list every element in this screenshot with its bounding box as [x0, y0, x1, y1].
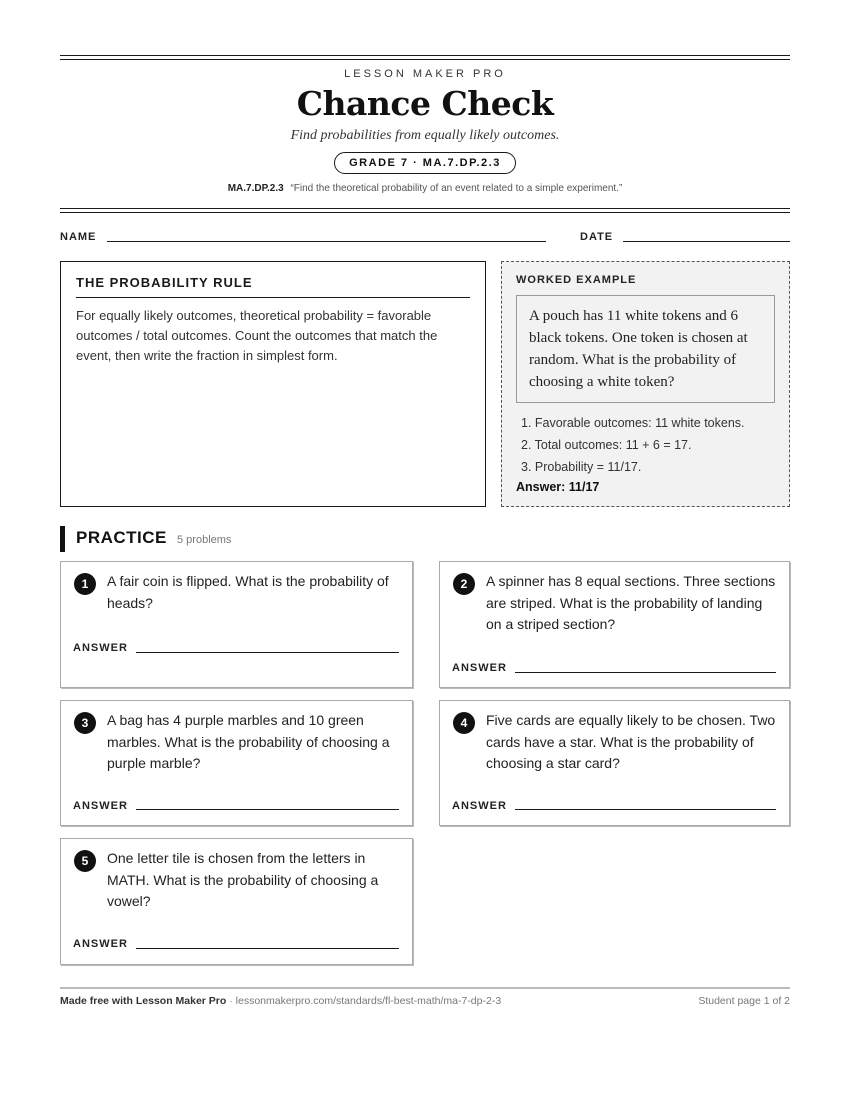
page-title: Chance Check: [296, 84, 554, 123]
answer-line[interactable]: [515, 672, 776, 673]
problem-card-4: [439, 700, 790, 826]
problem-text: A fair coin is flipped. What is the probability of heads?: [107, 573, 389, 611]
example-answer: Answer: 11/17: [516, 480, 600, 494]
name-label: NAME: [60, 231, 97, 243]
problem-text: Five cards are equally likely to be chosen. Two cards have a star. What is the probability of choosing a star card?: [486, 712, 776, 771]
grade-badge-wrap: [60, 152, 790, 174]
example-heading: WORKED EXAMPLE: [516, 274, 637, 286]
answer-line[interactable]: [136, 652, 399, 653]
date-label: DATE: [580, 231, 614, 243]
standard-line: [60, 183, 790, 194]
rule-body: For equally likely outcomes, theoretical probability = favorable outcomes / total outcomes. Count the outcomes that match the event, then write the fraction in simplest form.: [76, 308, 438, 363]
problem-number: 3: [74, 712, 96, 734]
problem-text: A bag has 4 purple marbles and 10 green marbles. What is the probability of choosing a purple marble?: [107, 712, 390, 771]
name-line[interactable]: [107, 241, 546, 242]
example-problem: A pouch has 11 white tokens and 6 black tokens. One token is chosen at random. What is the probability of choosing a white token?: [516, 295, 775, 403]
footer-url[interactable]: · lessonmakerpro.com/standards/fl-best-math/ma-7-dp-2-3: [226, 995, 502, 1007]
probability-rule-box: [60, 261, 486, 507]
answer-label: ANSWER: [452, 800, 507, 812]
answer-label: ANSWER: [73, 800, 128, 812]
rule-heading: THE PROBABILITY RULE: [76, 275, 470, 298]
problem-card-2: [439, 561, 790, 688]
top-double-rule: [60, 55, 790, 60]
example-step: 1. Favorable outcomes: 11 white tokens.: [521, 416, 745, 430]
answer-label: ANSWER: [452, 662, 507, 674]
footer-rule: [60, 987, 790, 989]
standard-text: “Find the theoretical probability of an event related to a simple experiment.”: [290, 183, 623, 194]
footer-made-with: Made free with Lesson Maker Pro: [60, 995, 227, 1007]
problem-card-1: [60, 561, 413, 688]
practice-title: PRACTICE: [76, 528, 167, 547]
date-line[interactable]: [623, 241, 790, 242]
footer-page-number: Student page 1 of 2: [698, 995, 790, 1007]
answer-line[interactable]: [136, 809, 399, 810]
header-double-rule: [60, 208, 790, 213]
problem-number: 2: [453, 573, 475, 595]
practice-accent-bar: [60, 526, 65, 552]
answer-label: ANSWER: [73, 642, 128, 654]
grade-badge: GRADE 7 · MA.7.DP.2.3: [334, 152, 516, 174]
problem-number: 1: [74, 573, 96, 595]
page-subtitle: Find probabilities from equally likely outcomes.: [290, 128, 560, 143]
problem-text: One letter tile is chosen from the letters in MATH. What is the probability of choosing a vowel?: [107, 850, 379, 909]
practice-count: 5 problems: [177, 534, 232, 546]
worked-example-box: [501, 261, 790, 507]
answer-line[interactable]: [136, 948, 399, 949]
problem-number: 5: [74, 850, 96, 872]
example-step: 3. Probability = 11/17.: [521, 460, 642, 474]
example-steps: [516, 412, 775, 478]
answer-label: ANSWER: [73, 938, 128, 950]
problem-card-5: [60, 838, 413, 965]
brand-label: LESSON MAKER PRO: [344, 68, 506, 80]
answer-line[interactable]: [515, 809, 776, 810]
footer-credit: [60, 995, 501, 1007]
worksheet-page: [60, 0, 790, 1100]
standard-code: MA.7.DP.2.3: [227, 183, 284, 194]
problem-text: A spinner has 8 equal sections. Three sections are striped. What is the probability of landing on a striped section?: [486, 573, 776, 632]
problem-card-3: [60, 700, 413, 826]
example-step: 2. Total outcomes: 11 + 6 = 17.: [521, 438, 692, 452]
problem-number: 4: [453, 712, 475, 734]
